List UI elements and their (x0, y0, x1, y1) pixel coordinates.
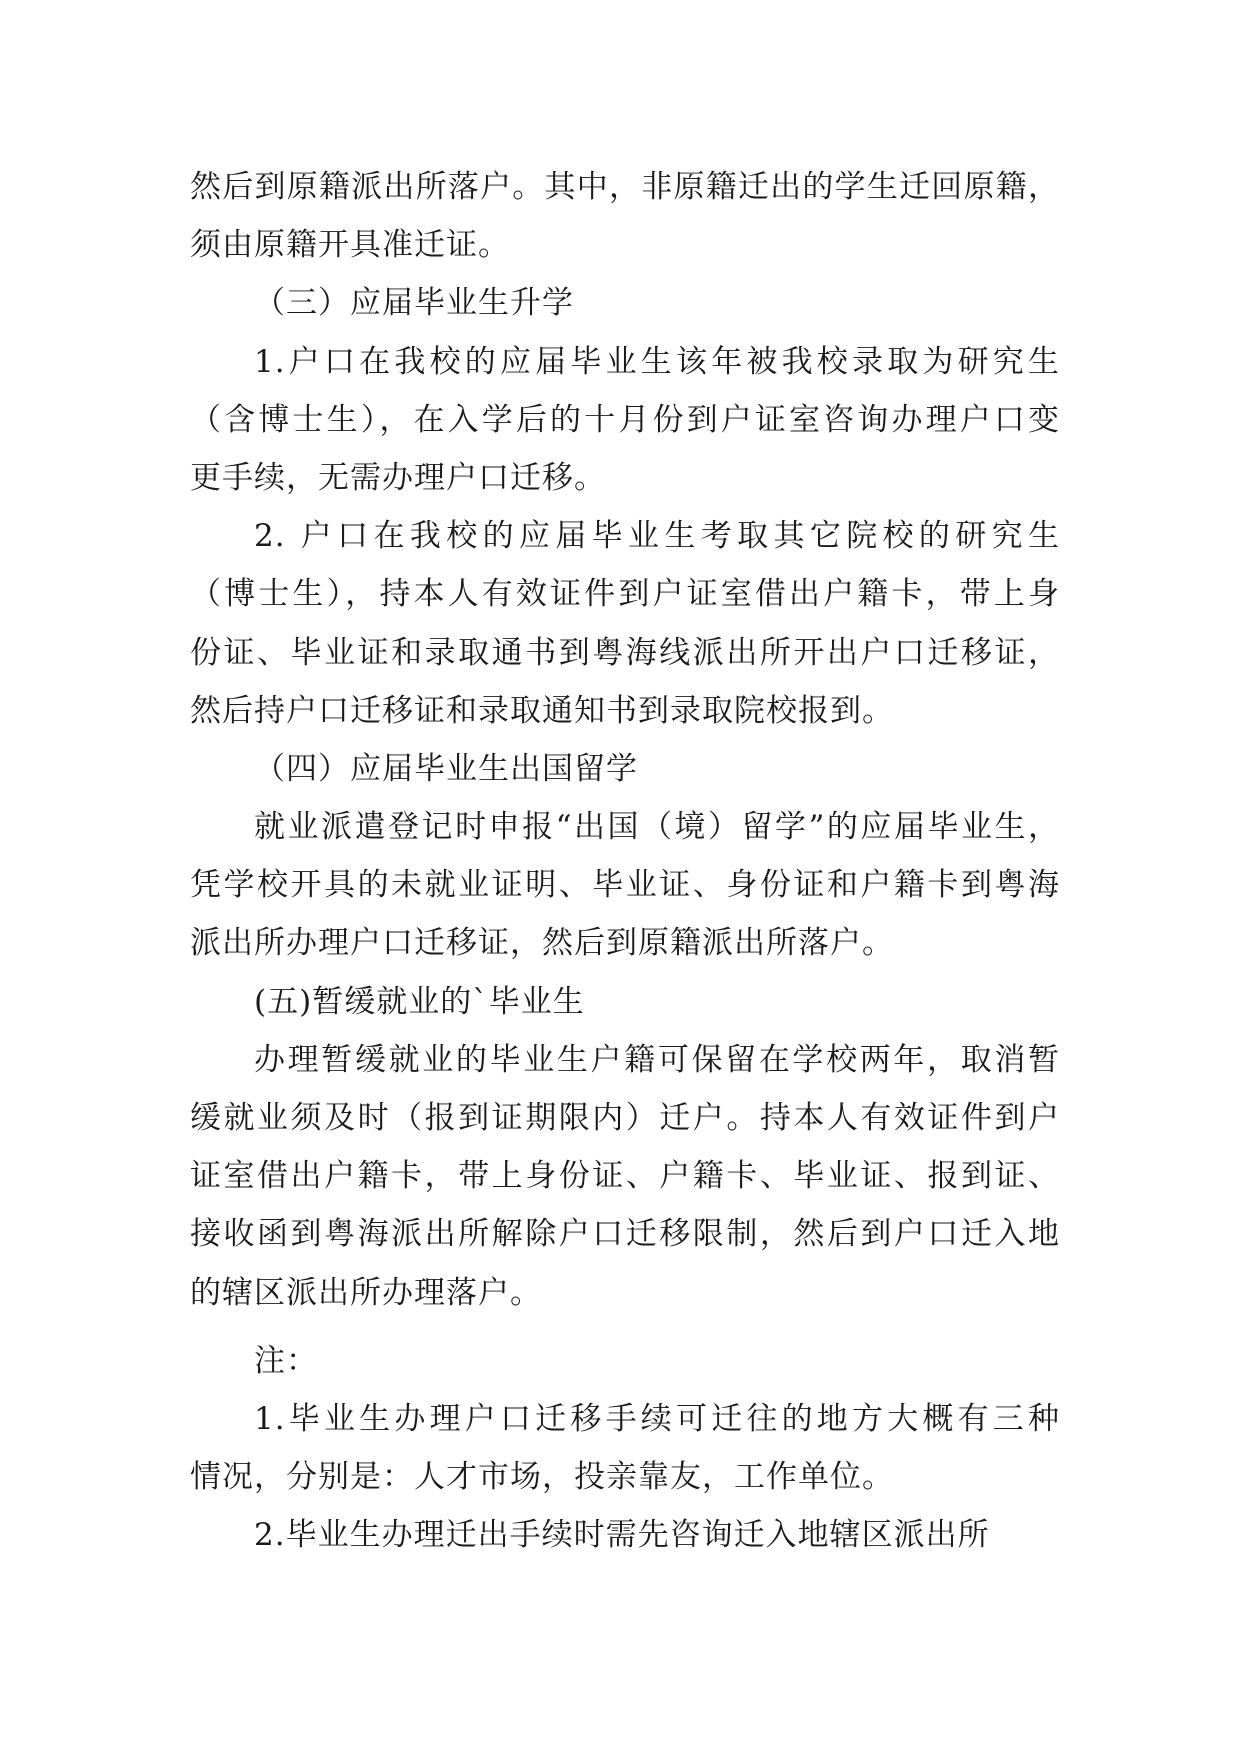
text-line: 2. 户口在我校的应届毕业生考取其它院校的研究生 (254, 518, 1060, 555)
text-line: 的辖区派出所办理落户。 (190, 1274, 542, 1311)
text-line: 情况，分别是：人才市场，投亲靠友，工作单位。 (190, 1459, 894, 1496)
text-line: 缓就业须及时（报到证期限内）迁户。持本人有效证件到户 (190, 1100, 1060, 1136)
section-heading: （四）应届毕业生出国留学 (254, 750, 638, 787)
text-line: 证室借出户籍卡，带上身份证、户籍卡、毕业证、报到证、 (190, 1158, 1060, 1195)
text-line: 接收函到粤海派出所解除户口迁移限制，然后到户口迁入地 (190, 1216, 1060, 1253)
text-line: 派出所办理户口迁移证，然后到原籍派出所落户。 (190, 925, 894, 962)
spacer (190, 1322, 1060, 1332)
text-line: 2.毕业生办理迁出手续时需先咨询迁入地辖区派出所 (254, 1517, 990, 1554)
section-heading: (五)暂缓就业的`毕业生 (254, 983, 585, 1020)
text-line: 份证、毕业证和录取通书到粤海线派出所开出户口迁移证， (190, 634, 1060, 671)
text-line: 然后持户口迁移证和录取通知书到录取院校报到。 (190, 692, 894, 729)
text-line: 1.户口在我校的应届毕业生该年被我校录取为研究生 (254, 343, 1060, 380)
text-line: 办理暂缓就业的毕业生户籍可保留在学校两年，取消暂 (254, 1041, 1060, 1078)
text-line: （含博士生），在入学后的十月份到户证室咨询办理户口变 (190, 401, 1060, 438)
text-line: 凭学校开具的未就业证明、毕业证、身份证和户籍卡到粤海 (190, 867, 1060, 904)
section-heading: （三）应届毕业生升学 (254, 285, 574, 322)
text-line: 然后到原籍派出所落户。其中，非原籍迁出的学生迁回原籍， (190, 169, 1060, 205)
note-heading: 注： (254, 1342, 318, 1379)
text-line: 须由原籍开具准迁证。 (190, 227, 510, 264)
text-line: 更手续，无需办理户口迁移。 (190, 459, 606, 496)
text-line: 1.毕业生办理户口迁移手续可迁往的地方大概有三种 (254, 1400, 1060, 1437)
text-line: （博士生），持本人有效证件到户证室借出户籍卡，带上身 (190, 576, 1060, 613)
document-body (190, 158, 1060, 1565)
text-line: 就业派遣登记时申报“出国（境）留学”的应届毕业生， (254, 809, 1060, 846)
